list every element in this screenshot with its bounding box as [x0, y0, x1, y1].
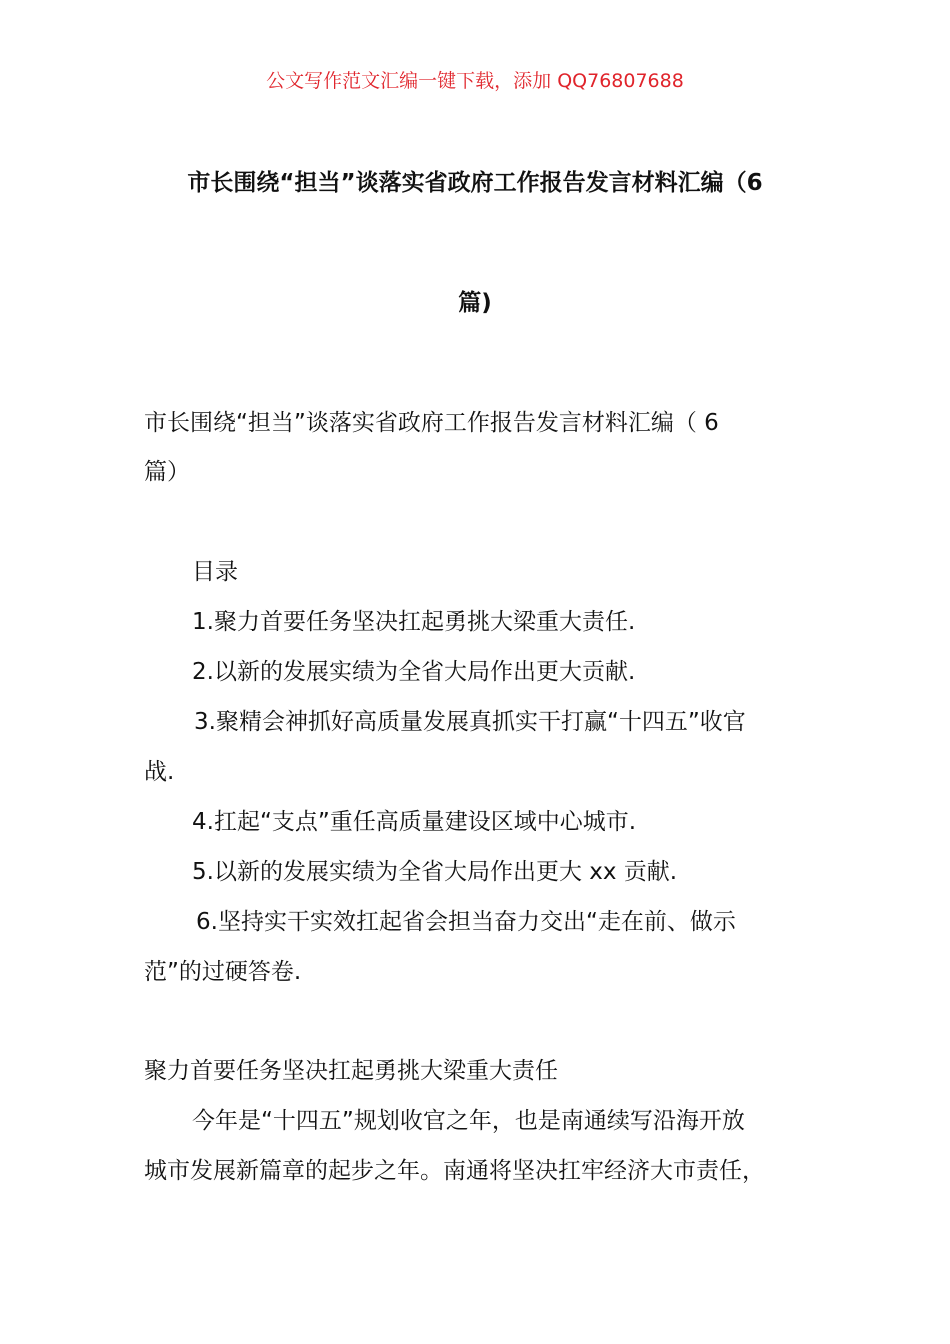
section-heading: 聚力首要任务坚决扛起勇挑大梁重大责任	[144, 1058, 558, 1084]
document-title-line2: 篇)	[458, 290, 492, 316]
toc-item-3-continuation: 战.	[144, 759, 175, 785]
toc-item-4: 4.扛起“支点”重任高质量建设区域中心城市.	[192, 809, 637, 835]
toc-item-3: 3.聚精会神抓好高质量发展真抓实干打赢“十四五”收官	[194, 709, 746, 735]
subtitle-line1: 市长围绕“担当”谈落实省政府工作报告发言材料汇编（ 6	[144, 410, 719, 436]
paragraph-line2: 城市发展新篇章的起步之年。南通将坚决扛牢经济大市责任，	[144, 1158, 765, 1184]
toc-item-1: 1.聚力首要任务坚决扛起勇挑大梁重大责任.	[192, 609, 636, 635]
promo-header: 公文写作范文汇编一键下载，添加 QQ76807688	[266, 70, 684, 92]
toc-item-6: 6.坚持实干实效扛起省会担当奋力交出“走在前、做示	[196, 909, 736, 935]
paragraph-line1: 今年是“十四五”规划收官之年，也是南通续写沿海开放	[192, 1108, 745, 1134]
toc-item-6-continuation: 范”的过硬答卷.	[144, 959, 302, 985]
document-title-line1: 市长围绕“担当”谈落实省政府工作报告发言材料汇编（6	[187, 170, 763, 196]
toc-heading: 目录	[192, 559, 238, 585]
subtitle-line2: 篇）	[144, 459, 190, 485]
toc-item-5: 5.以新的发展实绩为全省大局作出更大 xx 贡献.	[192, 859, 678, 885]
toc-item-2: 2.以新的发展实绩为全省大局作出更大贡献.	[192, 659, 636, 685]
